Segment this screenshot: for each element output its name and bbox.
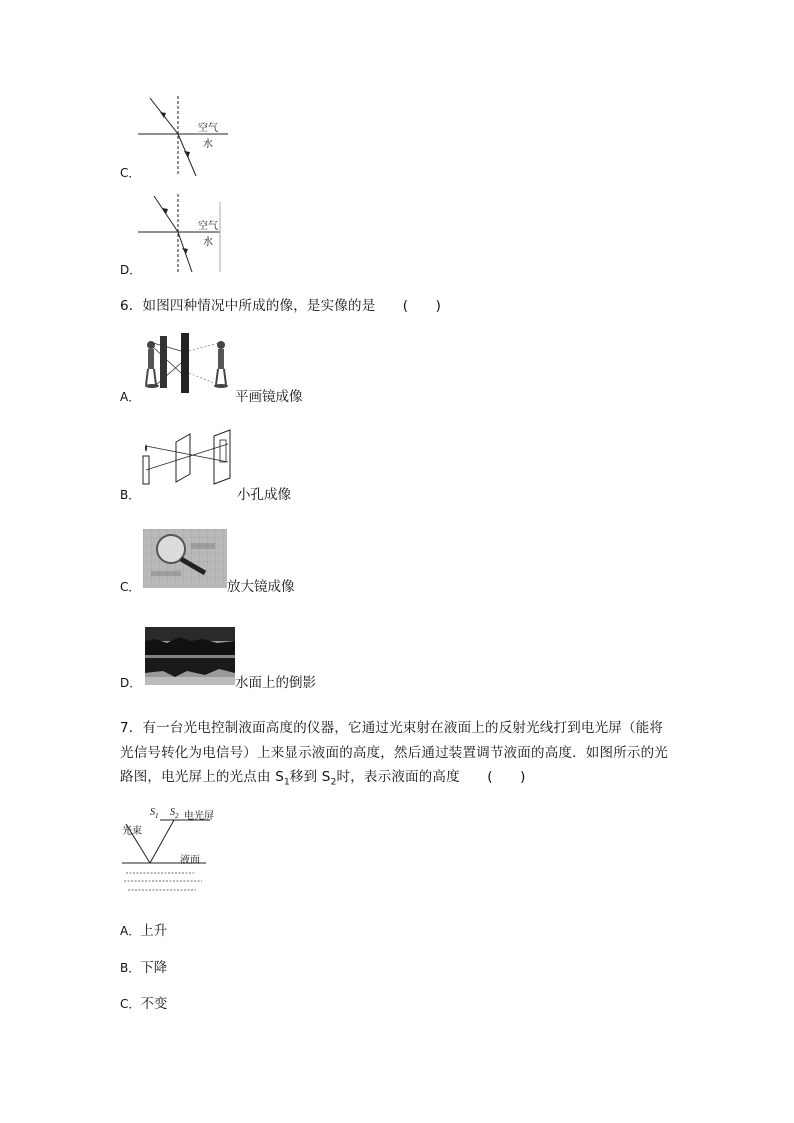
option-caption-d6: 水面上的倒影 bbox=[235, 675, 316, 691]
air-label-c: 空气 bbox=[198, 123, 218, 134]
q7-option-a bbox=[120, 919, 167, 939]
q7-option-b bbox=[120, 956, 167, 976]
liquid-label: 液面 bbox=[180, 855, 200, 866]
s1-subscript: 1 bbox=[283, 777, 290, 788]
plane-mirror-illustration bbox=[143, 333, 235, 395]
screen-label: 电光屏 bbox=[184, 811, 214, 822]
air-label-d: 空气 bbox=[198, 221, 218, 232]
option-caption-b: 小孔成像 bbox=[237, 487, 291, 503]
water-label-d: 水 bbox=[203, 237, 213, 248]
beam-label: 光束 bbox=[122, 826, 142, 837]
option-caption-c6: 放大镜成像 bbox=[227, 579, 295, 595]
option-letter-c6: C． bbox=[120, 580, 141, 594]
option-text-a7: 上升 bbox=[140, 923, 168, 939]
question-7-line-3-part-a: 路图，电光屏上的光点由 S bbox=[120, 769, 284, 785]
option-letter-b: B． bbox=[120, 488, 141, 502]
s1-label: $S_1$ bbox=[150, 807, 159, 820]
question-7-line-1: 7．有一台光电控制液面高度的仪器，它通过光束射在液面上的反射光线打到电光屏（能将 bbox=[120, 720, 664, 736]
question-7-line-3-part-c: 时，表示液面的高度 ( ) bbox=[336, 769, 526, 785]
option-caption-a: 平画镜成像 bbox=[235, 389, 303, 405]
question-6-stem: 6．如图四种情况中所成的像，是实像的是 ( ) bbox=[120, 298, 442, 314]
option-letter-c7: C． bbox=[120, 997, 141, 1011]
question-7-line-3 bbox=[120, 765, 526, 788]
refraction-diagram-c bbox=[138, 96, 228, 178]
magnifier-photo bbox=[143, 529, 227, 588]
water-label-c: 水 bbox=[203, 139, 213, 150]
option-letter-a: A． bbox=[120, 390, 141, 404]
option-letter-d6: D． bbox=[120, 676, 142, 690]
refraction-diagram-d bbox=[138, 194, 228, 274]
option-text-c7: 不变 bbox=[140, 996, 168, 1012]
option-letter-a7: A． bbox=[120, 924, 141, 938]
option-text-b7: 下降 bbox=[140, 960, 168, 976]
pinhole-camera-illustration bbox=[140, 430, 236, 488]
s2-subscript: 2 bbox=[330, 777, 337, 788]
q7-option-c bbox=[120, 992, 167, 1012]
water-reflection-photo bbox=[145, 627, 235, 685]
s2-label: $S_2$ bbox=[170, 807, 179, 820]
question-7-line-2: 光信号转化为电信号）上来显示液面的高度，然后通过装置调节液面的高度．如图所示的光 bbox=[120, 745, 668, 761]
option-letter-d: D． bbox=[120, 263, 142, 277]
option-letter-c: C． bbox=[120, 166, 141, 180]
question-7-line-3-part-b: 移到 S bbox=[289, 769, 331, 785]
option-letter-b7: B． bbox=[120, 961, 141, 975]
